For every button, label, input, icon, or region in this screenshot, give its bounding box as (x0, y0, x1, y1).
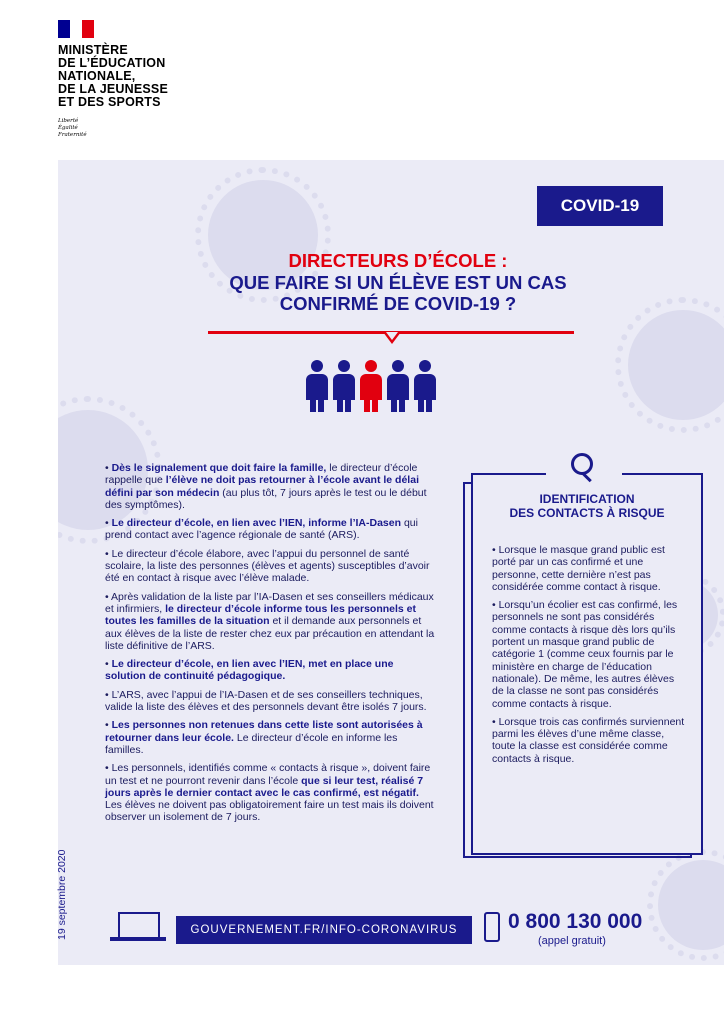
list-item: • Le directeur d’école, en lien avec l’IEN, informe l’IA-Dasen qui prend contact avec l’agence régionale de santé (ARS). (105, 517, 418, 542)
procedure-list (105, 462, 435, 830)
info-url-link[interactable]: GOUVERNEMENT.FR/INFO-CORONAVIRUS (176, 916, 472, 944)
contacts-list (492, 544, 688, 771)
list-item: • Le directeur d’école élabore, avec l’appui du personnel de santé scolaire, la liste des personnes (élèves et agents) susceptibles d’avoir été en contact à risque avec l’élève malade. (105, 547, 430, 585)
title-line-3: CONFIRMÉ DE COVID-19 ? (279, 293, 517, 314)
smartphone-icon (484, 912, 500, 942)
list-item: • Dès le signalement que doit faire la famille, le directeur d’école rappelle que l’élève ne doit pas retourner à l’école avant le délai défini par son médecin (au plus tôt, 7 jours après le test ou le début des symptômes). (105, 462, 427, 511)
covid-badge: COVID-19 (537, 186, 663, 226)
box-title: IDENTIFICATION DES CONTACTS À RISQUE (509, 492, 665, 520)
person-figure (333, 360, 355, 412)
list-item: • L’ARS, avec l’appui de l’IA-Dasen et de ses conseillers techniques, valide la liste des élèves et des personnels devant être isolés 7 jours. (105, 688, 427, 714)
virus-decoration (658, 860, 724, 950)
speech-bubble-tip-inner (386, 332, 398, 340)
phone-number[interactable]: 0 800 130 000 (508, 910, 643, 933)
person-figure (414, 360, 436, 412)
ministry-name: MINISTÈRE DE L’ÉDUCATION NATIONALE, DE LA JEUNESSE ET DES SPORTS (58, 43, 169, 109)
title-line-2: QUE FAIRE SI UN ÉLÈVE EST UN CAS (229, 272, 567, 293)
list-item: • Les personnes non retenues dans cette liste sont autorisées à retourner dans leur école. Le directeur d’école en informe les familles. (105, 719, 423, 756)
title-line-1: DIRECTEURS D’ÉCOLE : (288, 250, 508, 271)
list-item: • Lorsque trois cas confirmés surviennent parmi les élèves d’une même classe, toute la classe est considérée comme contacts à risque. (492, 715, 685, 765)
content-panel (58, 160, 724, 965)
list-item: • Après validation de la liste par l’IA-Dasen et ses conseillers médicaux et infirmiers, le directeur d’école informe tous les personnels et toutes les familles de la situation et il demande aux personnels et aux élèves de la liste de rester chez eux par précaution en attendant la liste définitive de l’ARS. (105, 590, 435, 652)
list-item: • Le directeur d’école, en lien avec l’IEN, met en place une solution de continuité pédagogique. (105, 658, 394, 683)
republic-motto: Liberté Égalité Fraternité (58, 118, 87, 138)
virus-decoration (628, 310, 724, 420)
phone-note: (appel gratuit) (538, 935, 606, 947)
laptop-base (110, 937, 166, 941)
person-figure (360, 360, 382, 412)
person-figure (306, 360, 328, 412)
laptop-icon (118, 912, 160, 938)
list-item: • Lorsque le masque grand public est porté par un cas confirmé et une personne, cette dernière n’est pas considérée comme contact à risque. (492, 544, 665, 593)
list-item: • Les personnels, identifiés comme « contacts à risque », doivent faire un test et ne pourront revenir dans l’école que si leur test, réalisé 7 jours après le dernier contact avec le cas confirmé, est négatif. Les élèves ne doivent pas obligatoirement faire un test mais ils doivent observer un isolement de 7 jours. (105, 762, 434, 824)
person-figure (387, 360, 409, 412)
publication-date: 19 septembre 2020 (56, 849, 68, 940)
republic-flag-logo (58, 20, 94, 38)
list-item: • Lorsqu’un écolier est cas confirmé, les personnels ne sont pas considérés comme contacts à risque dès lors qu’ils portent un masque grand public de catégorie 1 (comme ceux fournis par le ministère en charge de l’éducation nationale). De même, les autres élèves de la classe ne sont pas considérés comme contacts à risque. (492, 599, 678, 710)
